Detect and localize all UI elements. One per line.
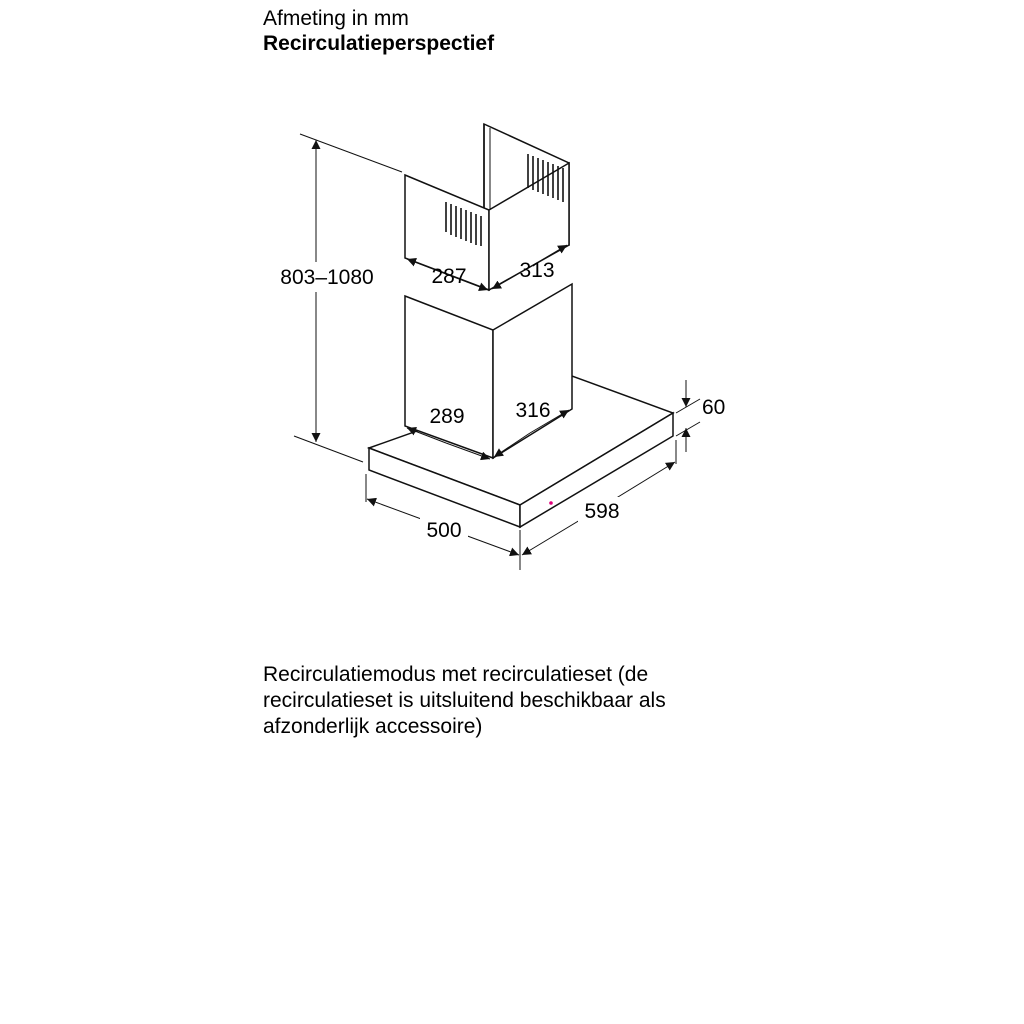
unit-subtitle: Afmeting in mm xyxy=(263,7,409,30)
thickness-dimension xyxy=(676,380,725,452)
dim-lower-side: 316 xyxy=(515,399,551,422)
caption-line-1: Recirculatiemodus met recirculatieset (de xyxy=(263,663,649,686)
height-dimension xyxy=(270,134,402,462)
caption xyxy=(263,662,783,740)
dim-upper-front: 287 xyxy=(431,265,467,288)
page-title: Recirculatieperspectief xyxy=(263,32,495,55)
dim-lower-front: 289 xyxy=(429,405,465,428)
caption-line-3: afzonderlijk accessoire) xyxy=(263,715,483,738)
dim-canopy-depth: 500 xyxy=(426,519,462,542)
caption-line-2: recirculatieset is uitsluitend beschikbaar als xyxy=(263,689,666,712)
dim-upper-side: 313 xyxy=(519,259,555,282)
dim-canopy-thickness: 60 xyxy=(702,396,726,419)
canopy-led-marker xyxy=(549,501,553,505)
dim-canopy-width: 598 xyxy=(584,500,620,523)
dim-total-height: 803–1080 xyxy=(280,266,374,289)
